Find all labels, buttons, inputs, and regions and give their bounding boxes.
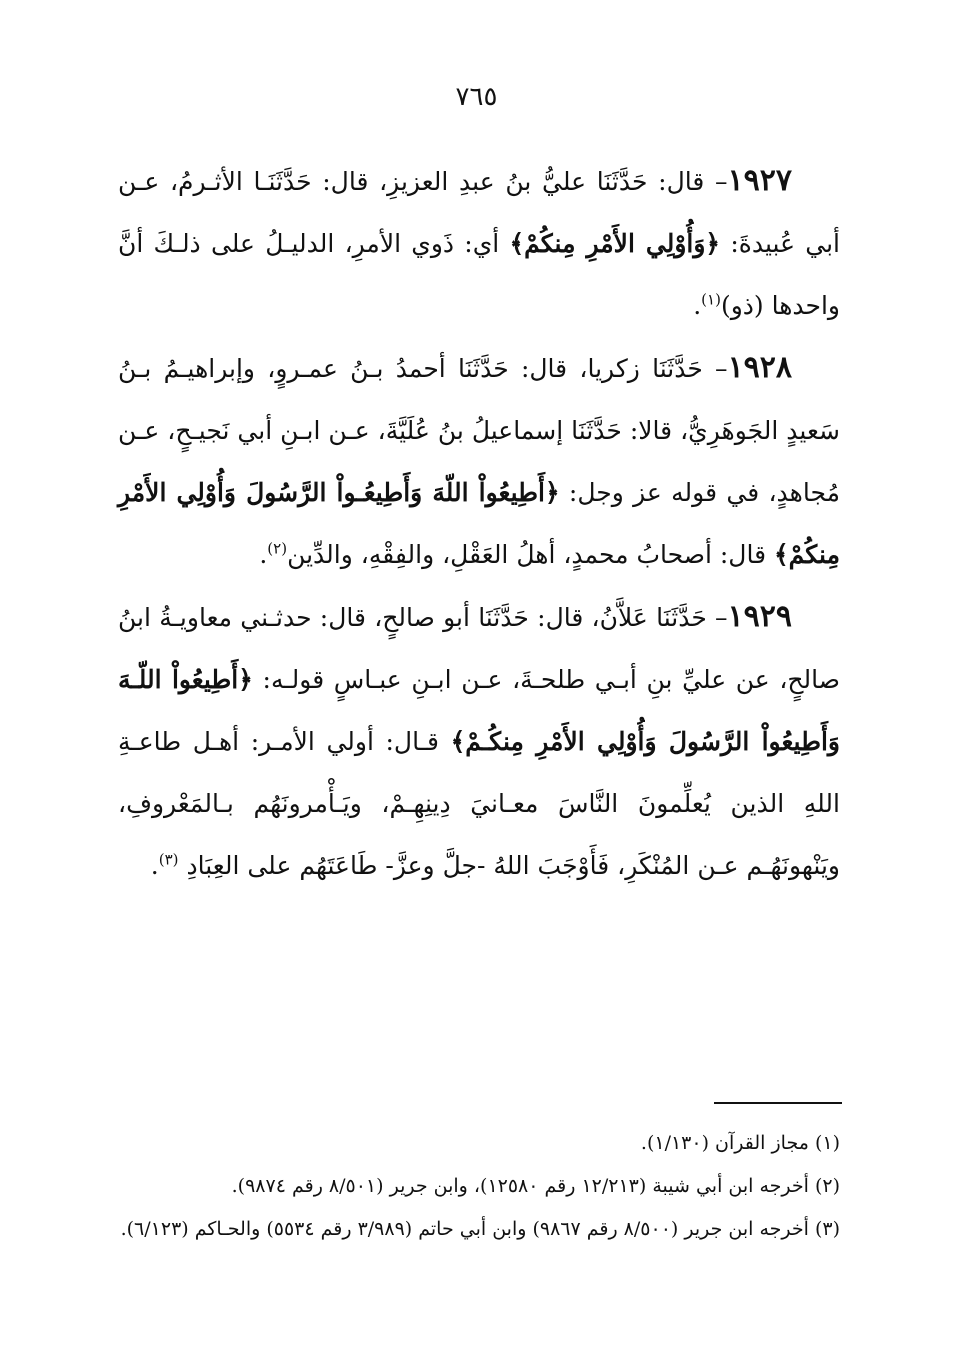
quran-verse: ﴿أَطِيعُواْ اللّـهَ وَأَطِيعُواْ الرَّسُولَ وَأُوْلِي الأَمْرِ مِنكُـمْ﴾	[118, 665, 840, 756]
entry-end: .	[693, 291, 702, 320]
footnote-2: (٢) أخرجه ابن أبي شيبة (١٢/٢١٣ رقم ١٢٥٨٠)، وابن جرير (٨/٥٠١ رقم ٩٨٧٤).	[231, 1175, 840, 1197]
hadith-entry-1929	[118, 586, 840, 897]
footnote-3: (٣) أخرجه ابن جرير (٨/٥٠٠ رقم ٩٨٦٧) وابن أبي حاتم (٣/٩٨٩ رقم ٥٥٣٤) والحـاكم (٦/١٢٣).	[120, 1218, 840, 1240]
entry-number: ١٩٢٩	[727, 599, 792, 634]
page-number: ٧٦٥	[455, 82, 498, 112]
entry-text: قال: أصحابُ محمدٍ، أهلُ العَقْلِ، والفِقْهِ، والدِّين	[287, 540, 774, 569]
entry-number: ١٩٢٨	[727, 350, 793, 385]
entry-end: .	[150, 851, 159, 880]
hadith-entry-1927	[118, 150, 840, 337]
quran-verse: ﴿أَطِيعُواْ اللّهَ وَأَطِيعُـواْ الرَّسُولَ وَأُوْلِي الأَمْرِ مِنكُمْ﴾	[118, 478, 840, 569]
entry-text: أي: ذَوي الأمرِ، الدليـلُ على ذلـكَ أنَّ واحدها (ذو)	[118, 229, 840, 320]
entry-text: حَدَّثَنَا زكريا، قال: حَدَّثَنَا أحمدُ بـنُ عمـروٍ، وإبراهيـمُ بـنُ سَعيدٍ الجَوهَرِيُّ، قالا: حَدَّثَنَا إسماعيلُ بنُ عُلَيَّةَ، عـن ابـنِ أبي نَجيـحٍ، عـن مُجاهدٍ، في قوله عز وجل:	[118, 354, 840, 507]
entry-text: حَدَّثَنَا عَلاَّنُ، قال: حَدَّثَنَا أبو صالحٍ، قال: حدثـني معاويـةُ ابنُ صالحٍ، عن عليِّ بنِ أبـي طلحـةَ، عـن ابـنِ عبـاسٍ قولـه:	[118, 603, 840, 694]
entry-number: ١٩٢٧	[727, 163, 792, 198]
entry-dash: –	[702, 354, 728, 383]
entry-dash: –	[706, 603, 728, 632]
footnote-reference: (٣)	[158, 850, 179, 869]
hadith-entry-1928	[118, 337, 840, 586]
footnote-1: (١) مجاز القرآن (١/١٣٠).	[640, 1132, 840, 1154]
footnote-reference: (٢)	[267, 539, 288, 558]
entry-text: قال: حَدَّثَنَا عليُّ بنُ عبدِ العزيزِ، قال: حَدَّثَنَـا الأثـرمُ، عـن أبي عُبيدةَ:	[118, 167, 840, 258]
footnote-separator	[714, 1102, 842, 1104]
entry-end: .	[259, 540, 268, 569]
entry-dash: –	[704, 167, 728, 196]
entry-text: قـال: أولي الأمـر: أهـل طاعـةِ اللهِ الذين يُعلِّمونَ النَّاسَ معـانيَ دِينِهِـمْ، ويَـأْمرونَهُم بـالمَعْروفِ، ويَنْهونَهُـم عـن المُنْكَرِ، فَأَوْجَبَ اللهُ -جلَّ وعزَّ- طَاعَتَهُم على العِبَادِ	[118, 727, 840, 880]
main-text	[118, 150, 840, 897]
footnotes	[118, 1122, 840, 1251]
footnote-reference: (١)	[701, 290, 721, 309]
quran-verse: ﴿وَأُوْلِي الأَمْرِ مِنكُمْ﴾	[509, 229, 721, 258]
